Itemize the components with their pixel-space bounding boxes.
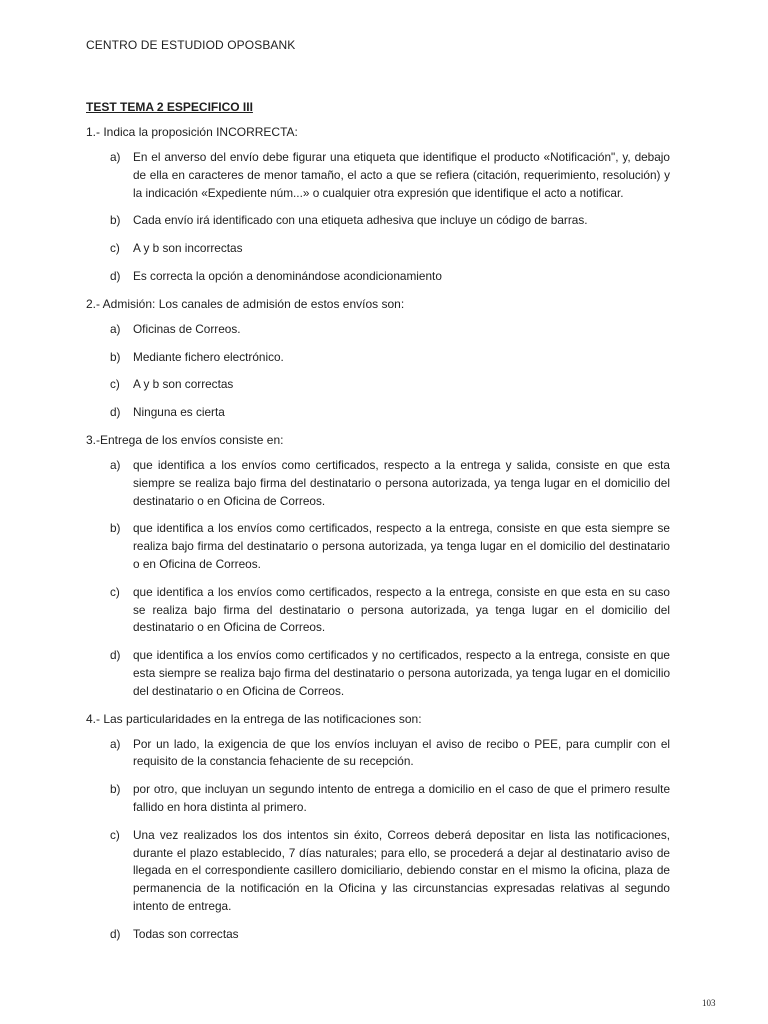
option-item <box>86 268 670 286</box>
option-item <box>86 647 670 700</box>
option-letter: c) <box>110 377 120 392</box>
option-item <box>86 781 670 817</box>
option-letter: d) <box>110 268 121 283</box>
option-item <box>86 926 670 944</box>
option-item <box>86 376 670 394</box>
option-item <box>86 212 670 230</box>
test-title: TEST TEMA 2 ESPECIFICO III <box>86 100 253 114</box>
question-prompt: 3.-Entrega de los envíos consiste en: <box>86 432 284 447</box>
option-text: que identifica a los envíos como certificados, respecto a la entrega, consiste en que esta siempre se realiza bajo firma del destinatario o persona autorizada, ya tenga lugar en el domicilio del destinatario o en Oficina de Correos. <box>133 521 670 571</box>
option-text: Por un lado, la exigencia de que los envíos incluyan el aviso de recibo o PEE, para cumplir con el requisito de la constancia fehaciente de su recepción. <box>133 736 670 769</box>
page-header: CENTRO DE ESTUDIOD OPOSBANK <box>86 38 296 52</box>
question-block <box>86 124 670 286</box>
option-text: que identifica a los envíos como certificados, respecto a la entrega, consiste en que esta en su caso se realiza bajo firma del destinatario o persona autorizada, ya tenga lugar en el domicilio del destinatario o en Oficina de Correos. <box>133 584 670 635</box>
option-item <box>86 240 670 258</box>
option-text: En el anverso del envío debe figurar una etiqueta que identifique el producto «Notificación", y, debajo de ella en caracteres de menor tamaño, el acto a que se refiera (citación, requerimiento, resolución) y la indicación «Expediente núm...» o cualquier otra expresión que identifique el acto a notificar. <box>133 150 670 200</box>
question-prompt: 2.- Admisión: Los canales de admisión de estos envíos son: <box>86 296 405 311</box>
option-item <box>86 321 670 339</box>
option-item <box>86 827 670 916</box>
option-text: Mediante fichero electrónico. <box>133 349 284 364</box>
option-letter: b) <box>110 782 121 797</box>
option-text: que identifica a los envíos como certificados, respecto a la entrega y salida, consiste en que esta siempre se realiza bajo firma del destinatario o persona autorizada, ya tenga lugar en el domicilio del destinatario o en Oficina de Correos. <box>133 457 670 508</box>
option-text: que identifica a los envíos como certificados y no certificados, respecto a la entrega, consiste en que esta siempre se realiza bajo firma del destinatario o persona autorizada, ya tenga lugar en el domicilio del destinatario o en Oficina de Correos. <box>133 648 670 698</box>
option-letter: d) <box>110 405 121 420</box>
question-prompt: 1.- Indica la proposición INCORRECTA: <box>86 125 298 139</box>
option-text: A y b son incorrectas <box>133 241 243 256</box>
option-text: Ninguna es cierta <box>133 405 225 420</box>
option-text: Una vez realizados los dos intentos sin éxito, Correos deberá depositar en lista las notificaciones, durante el plazo establecido, 7 días naturales; para ello, se procederá a dejar al destinatario aviso de llegada en el correspondiente casillero domiciliario, debiendo constar en el mismo la oficina, plaza de permanencia de la notificación en la Oficina y las circunstancias expresadas relativas al segundo intento de entrega. <box>133 827 670 913</box>
option-letter: b) <box>110 349 121 364</box>
option-letter: d) <box>110 648 121 663</box>
option-item <box>86 584 670 637</box>
option-letter: c) <box>110 827 120 842</box>
question-block <box>86 432 670 701</box>
option-text: A y b son correctas <box>133 377 234 392</box>
option-letter: c) <box>110 584 120 599</box>
option-item <box>86 349 670 367</box>
options-list <box>86 321 670 422</box>
option-letter: a) <box>110 736 121 751</box>
option-item <box>86 457 670 510</box>
option-text: Todas son correctas <box>133 926 239 941</box>
option-item <box>86 520 670 573</box>
option-item <box>86 149 670 202</box>
question-prompt: 4.- Las particularidades en la entrega de las notificaciones son: <box>86 711 422 726</box>
option-item <box>86 736 670 772</box>
option-letter: b) <box>110 213 121 228</box>
option-letter: b) <box>110 521 121 536</box>
option-text: por otro, que incluyan un segundo intento de entrega a domicilio en el caso de que el primero resulte fallido en hora distinta al primero. <box>133 782 670 814</box>
options-list <box>86 736 670 944</box>
option-text: Es correcta la opción a denominándose acondicionamiento <box>133 268 442 283</box>
option-text: Cada envío irá identificado con una etiqueta adhesiva que incluye un código de barras. <box>133 213 588 228</box>
option-item <box>86 404 670 422</box>
option-letter: a) <box>110 457 121 472</box>
page-number: 103 <box>702 998 716 1008</box>
option-text: Oficinas de Correos. <box>133 321 241 336</box>
question-block <box>86 711 670 944</box>
option-letter: c) <box>110 241 120 256</box>
option-letter: a) <box>110 150 121 164</box>
options-list <box>86 457 670 701</box>
options-list <box>86 149 670 286</box>
option-letter: a) <box>110 321 121 336</box>
question-block <box>86 296 670 422</box>
option-letter: d) <box>110 926 121 941</box>
questions-container <box>86 124 670 954</box>
